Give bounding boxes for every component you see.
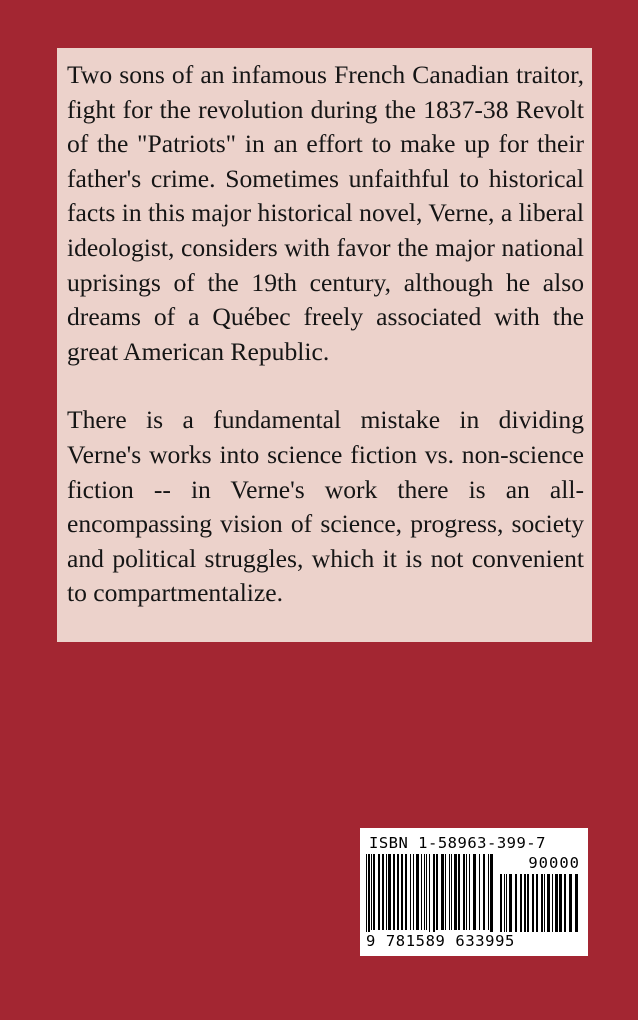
barcode-bar — [541, 874, 543, 932]
barcode-bar — [401, 854, 403, 930]
price-code: 90000 — [528, 854, 580, 872]
barcode-bar — [393, 854, 395, 930]
barcode-bar — [524, 874, 526, 932]
barcode-bar — [449, 854, 450, 930]
blurb-paragraph-2: There is a fundamental mistake in dividing Verne's works into science fiction vs. non-science fiction -- in Verne's work there is an all-encompassing vision of science, progress, society and political struggles, which it is not convenient to compartmentalize. — [67, 405, 584, 608]
barcode-bar — [373, 854, 375, 930]
barcode-bar — [433, 854, 435, 936]
addon-barcode — [500, 874, 580, 932]
barcode-bar — [575, 874, 578, 932]
barcode-bar — [544, 874, 545, 932]
barcode-bar — [483, 854, 485, 930]
barcode-bar — [569, 874, 572, 932]
ean-digits: 9 781589 633995 — [366, 932, 515, 950]
barcode-bar — [504, 874, 505, 932]
barcode-bar — [429, 854, 430, 936]
barcode-bar — [552, 874, 553, 932]
barcode-bar — [426, 854, 427, 930]
barcode-bar — [371, 854, 372, 930]
barcode-bar — [397, 854, 399, 930]
barcode-bar — [441, 854, 444, 930]
barcode-bar — [451, 854, 452, 930]
barcode-bar — [454, 854, 457, 930]
barcode-bar — [500, 874, 502, 932]
blurb-panel — [57, 48, 592, 642]
barcode-bar — [536, 874, 538, 932]
barcode-bar — [466, 854, 467, 930]
barcode-bar — [532, 874, 534, 932]
barcode-bar — [473, 854, 476, 930]
barcode-bar — [555, 874, 558, 932]
barcode-bar — [509, 874, 512, 932]
barcode-bar — [458, 854, 460, 930]
barcode-bar — [378, 854, 380, 930]
barcode-bar — [564, 874, 566, 932]
barcode-bar — [382, 854, 384, 930]
barcode-bar — [479, 854, 480, 930]
isbn-barcode-box — [360, 828, 588, 956]
barcode-bar — [410, 854, 411, 930]
barcode-bar — [469, 854, 470, 930]
barcode-bar — [520, 874, 522, 932]
barcode-bar — [416, 854, 419, 930]
barcode-bar — [405, 854, 407, 930]
barcode-bar — [366, 854, 367, 936]
barcode-bar — [388, 854, 391, 930]
barcode-bar — [436, 854, 438, 930]
isbn-label: ISBN 1-58963-399-7 — [369, 834, 546, 852]
barcode-bar — [559, 874, 562, 932]
blurb-paragraph-1: Two sons of an infamous French Canadian traitor, fight for the revolution during the 1837-38 Revolt of the "Patriots" in an effort to make up for their father's crime. Sometimes unfaithful to historical facts in this major historical novel, Verne, a liberal ideologist, considers with favor the major national uprisings of the 19th century, although he also dreams of a Québec freely associated with the great American Republic. — [67, 60, 584, 366]
barcode-bar — [463, 854, 465, 930]
barcode-bar — [445, 854, 446, 930]
barcode-bar — [515, 874, 517, 932]
barcode-bar — [413, 854, 414, 930]
barcode-bar — [421, 854, 422, 930]
main-barcode — [366, 854, 496, 936]
barcode-bar — [527, 874, 529, 932]
barcode-bar — [368, 854, 370, 936]
barcode-bar — [506, 874, 507, 932]
barcode-bar — [547, 874, 550, 932]
barcode-bar — [490, 854, 493, 936]
barcode-bar — [488, 854, 489, 930]
barcode-bar — [424, 854, 425, 930]
barcode-bar — [386, 854, 387, 930]
